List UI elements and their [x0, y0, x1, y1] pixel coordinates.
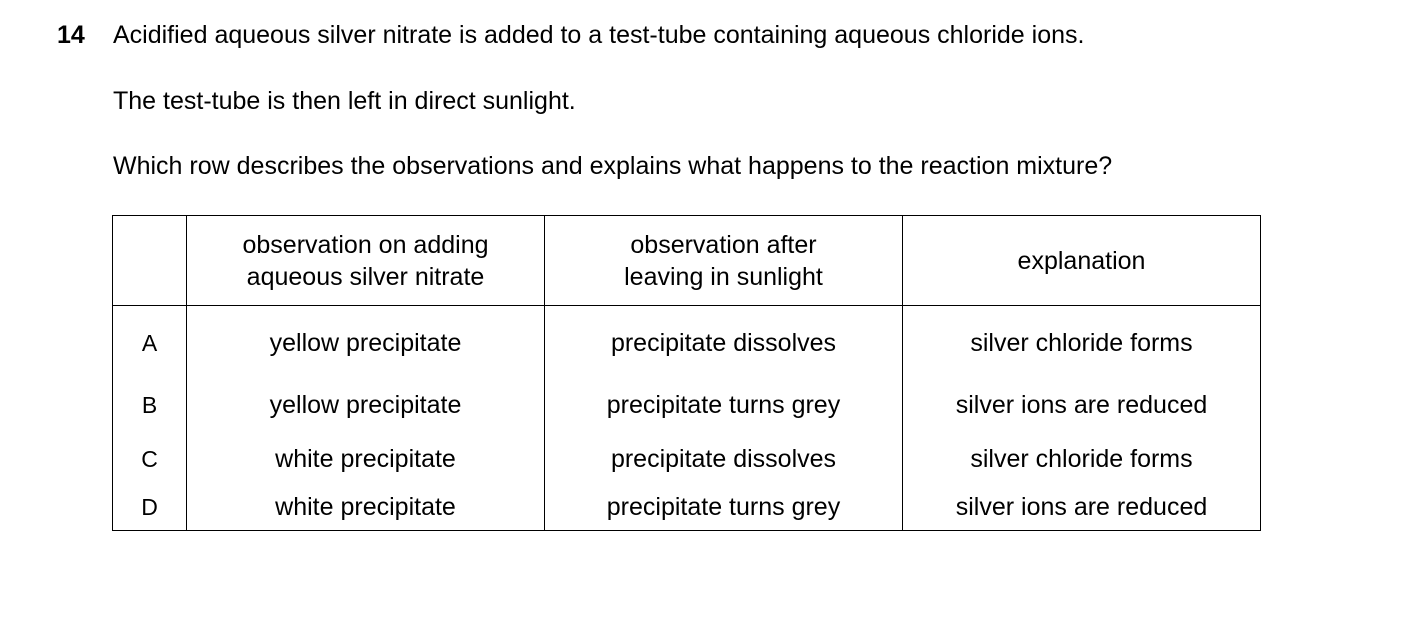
- table-header-row: [113, 216, 1261, 306]
- table-row[interactable]: [113, 378, 1261, 432]
- observation-sunlight-cell: precipitate dissolves: [545, 432, 903, 486]
- header-observation-sunlight: [545, 216, 903, 306]
- question-number: 14: [57, 21, 85, 49]
- explanation-cell: silver ions are reduced: [903, 378, 1261, 432]
- header-observation-sunlight-line-1: observation after: [630, 230, 817, 259]
- observation-sunlight-cell: precipitate turns grey: [545, 378, 903, 432]
- question-stem: Acidified aqueous silver nitrate is added to a test-tube containing aqueous chloride ions.: [113, 21, 1085, 49]
- question-prompt: Which row describes the observations and explains what happens to the reaction mixture?: [113, 152, 1113, 180]
- header-letter-cell: [113, 216, 187, 306]
- answer-table: [112, 215, 1261, 531]
- header-observation-sunlight-line-2: leaving in sunlight: [624, 262, 823, 291]
- question-context: The test-tube is then left in direct sunlight.: [113, 87, 576, 115]
- option-letter: A: [113, 306, 187, 379]
- observation-adding-cell: yellow precipitate: [187, 306, 545, 379]
- option-letter: B: [113, 378, 187, 432]
- explanation-cell: silver chloride forms: [903, 432, 1261, 486]
- table-row[interactable]: [113, 432, 1261, 486]
- observation-adding-cell: white precipitate: [187, 432, 545, 486]
- table-row[interactable]: [113, 306, 1261, 379]
- observation-adding-cell: yellow precipitate: [187, 378, 545, 432]
- header-observation-adding-line-2: aqueous silver nitrate: [246, 262, 485, 291]
- option-letter: C: [113, 432, 187, 486]
- table-row[interactable]: [113, 486, 1261, 531]
- explanation-cell: silver ions are reduced: [903, 486, 1261, 531]
- observation-adding-cell: white precipitate: [187, 486, 545, 531]
- header-observation-adding-line-1: observation on adding: [242, 230, 489, 259]
- header-observation-adding: [187, 216, 545, 306]
- option-letter: D: [113, 486, 187, 531]
- observation-sunlight-cell: precipitate turns grey: [545, 486, 903, 531]
- explanation-cell: silver chloride forms: [903, 306, 1261, 379]
- observation-sunlight-cell: precipitate dissolves: [545, 306, 903, 379]
- header-explanation: explanation: [903, 216, 1261, 306]
